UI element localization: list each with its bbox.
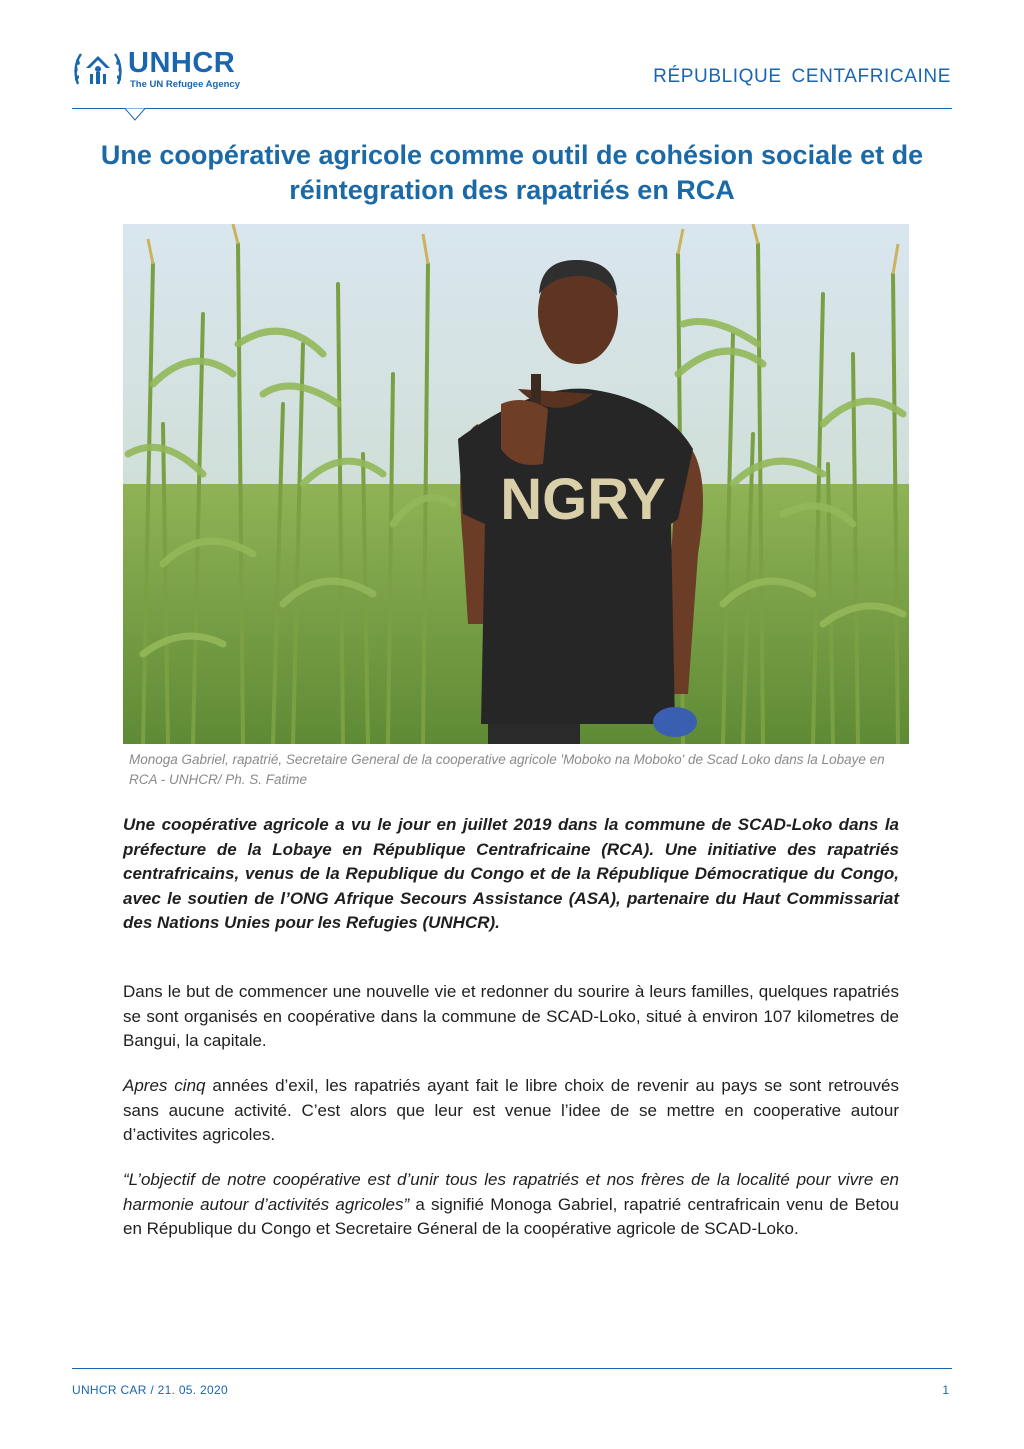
footer-source-date: UNHCR CAR / 21. 05. 2020 [72, 1383, 228, 1397]
logo-wordmark: UNHCR [128, 47, 236, 79]
page-number: 1 [942, 1383, 949, 1397]
photo-caption: Monoga Gabriel, rapatrié, Secretaire General de la cooperative agricole 'Moboko na Moboko' de Scad Loko dans la Lobaye en RCA - UNHCR/ Ph. S. Fatime [129, 752, 885, 787]
header-divider [72, 108, 952, 109]
page-header [0, 0, 1024, 130]
header-notch-icon [125, 108, 145, 122]
paragraph-2-italic: Apres cinq [123, 1076, 206, 1095]
paragraph-2 [123, 1074, 899, 1148]
paragraph-1: Dans le but de commencer une nouvelle vie et redonner du sourire à leurs familles, quelques rapatriés se sont organisés en coopérative dans la commune de SCAD-Loko, situé à environ 107 kilometres de Bangui, la capitale. [123, 982, 899, 1050]
unhcr-logo [72, 44, 272, 94]
logo-tagline: The UN Refugee Agency [130, 79, 240, 90]
lead-paragraph: Une coopérative agricole a vu le jour en juillet 2019 dans la commune de SCAD-Loko dans la préfecture de la Lobaye en République Centrafricaine (RCA). Une initiative des rapatriés centrafricains, venus de la Republique du Congo et de la République Démocratique du Congo, avec le soutien de l’ONG Afrique Secours Assistance (ASA), partenaire du Haut Commissariat des Nations Unies pour les Refugies (UNHCR). [123, 815, 899, 932]
unhcr-emblem-icon [72, 44, 124, 94]
footer-divider [72, 1368, 952, 1369]
paragraph-3 [123, 1168, 899, 1242]
country-label: RÉPUBLIQUE CENTAFRICAINE [653, 66, 951, 87]
paragraph-3-text: a signifié Monoga Gabriel, rapatrié centrafricain venu de Betou en République du Congo et Secretaire Géneral de la coopérative agricole de SCAD-Loko. [123, 1194, 899, 1238]
article-photo [123, 224, 909, 744]
quote-text: “L’objectif de notre coopérative est d’unir tous les rapatriés et nos frères de la localité pour vivre en harmonie autour d’activités agricoles” [123, 1170, 899, 1214]
page-title: Une coopérative agricole comme outil de cohésion sociale et de réintegration des rapatriés en RCA [100, 140, 924, 205]
shirt-text: NGRY [500, 467, 666, 532]
paragraph-2-text: années d’exil, les rapatriés ayant fait le libre choix de revenir au pays se sont retrouvés sans aucune activité. C’est alors que leur est venue l’idee de se mettre en cooperative autour d’activites agricoles. [123, 1076, 899, 1144]
